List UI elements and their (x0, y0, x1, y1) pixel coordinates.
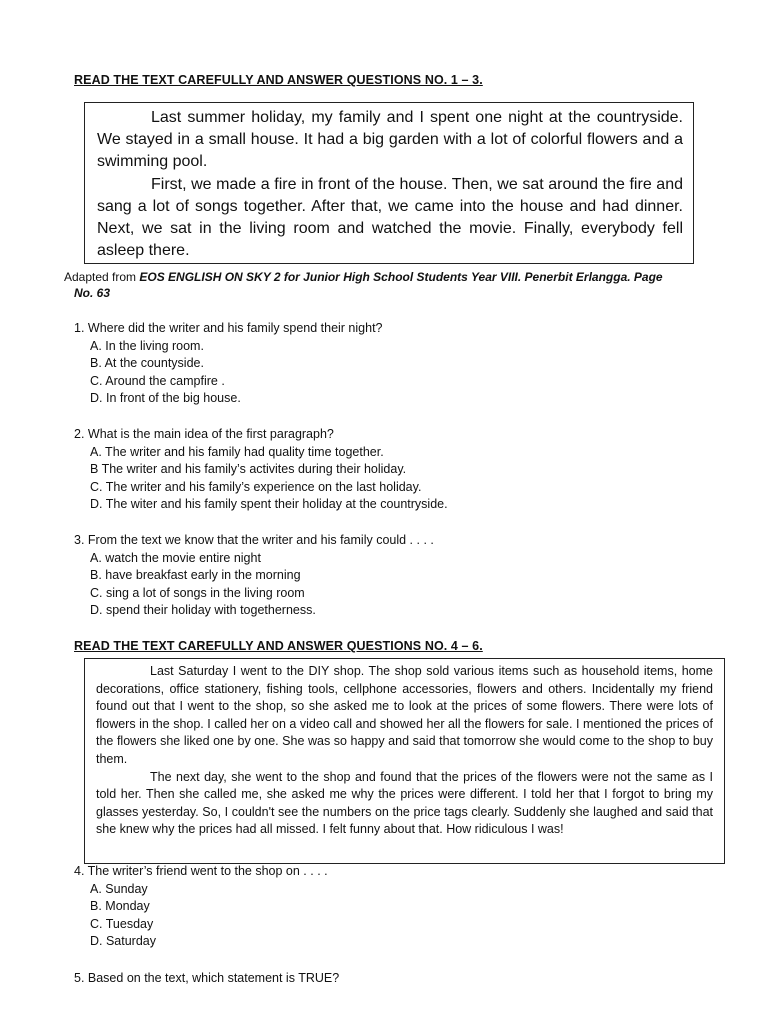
question-2-stem: 2. What is the main idea of the first paragraph? (74, 427, 334, 441)
text-2-paragraph-2: The next day, she went to the shop and found that the prices of the flowers were not the same as I told her. Then she called me, she asked me why the prices were different. I told her that I forgot to bring my glasses yesterday. So, I couldn't see the numbers on the price tags clearly. Suddenly she laughed and said that she knew why the prices had all missed. I felt funny about that. How ridiculous I was! (96, 769, 713, 837)
question-4-stem: 4. The writer’s friend went to the shop on . . . . (74, 864, 328, 878)
option-3c: C. sing a lot of songs in the living room (90, 585, 305, 600)
option-3d: D. spend their holiday with togetherness. (90, 603, 316, 618)
question-3-options (74, 550, 434, 620)
option-1d: D. In front of the big house. (90, 391, 241, 406)
source-reference: EOS ENGLISH ON SKY 2 for Junior High School Students Year VIII. Penerbit Erlangga. Page (139, 270, 663, 284)
option-4c: C. Tuesday (90, 916, 154, 931)
reading-text-box-1 (84, 102, 694, 264)
option-2b: B The writer and his family’s activites during their holiday. (90, 462, 407, 477)
source-prefix: Adapted from (64, 270, 140, 284)
option-1c: C. Around the campfire . (90, 373, 225, 388)
question-4-options (74, 881, 328, 951)
option-3a: A. watch the movie entire night (90, 550, 261, 565)
reading-text-box-2 (84, 658, 725, 864)
question-3-stem: 3. From the text we know that the writer and his family could . . . . (74, 533, 434, 547)
option-4a: A. Sunday (90, 881, 148, 896)
option-2d: D. The witer and his family spent their holiday at the countryside. (90, 497, 448, 512)
option-4b: B. Monday (90, 899, 150, 914)
question-5-stem: 5. Based on the text, which statement is TRUE? (74, 971, 340, 985)
text-1-paragraph-1: Last summer holiday, my family and I spent one night at the countryside. We stayed in a small house. It had a big garden with a lot of colorful flowers and a swimming pool. (97, 109, 683, 171)
option-1b: B. At the countyside. (90, 356, 204, 371)
text-1-paragraph-2: First, we made a fire in front of the house. Then, we sat around the fire and sang a lot of songs together. After that, we came into the house and had dinner. Next, we sat in the living room and watched the movie. Finally, everybody fell asleep there. (97, 175, 683, 260)
question-2 (74, 426, 448, 514)
source-page: No. 63 (74, 286, 111, 300)
source-citation (64, 269, 734, 301)
question-3 (74, 532, 434, 620)
option-2c: C. The writer and his family’s experience on the last holiday. (90, 479, 422, 494)
option-4d: D. Saturday (90, 934, 157, 949)
section-1-heading: READ THE TEXT CAREFULLY AND ANSWER QUESTIONS NO. 1 – 3. (74, 73, 483, 87)
option-1a: A. In the living room. (90, 338, 204, 353)
option-3b: B. have breakfast early in the morning (90, 568, 301, 583)
question-1 (74, 320, 383, 408)
section-2-heading: READ THE TEXT CAREFULLY AND ANSWER QUESTIONS NO. 4 – 6. (74, 639, 483, 653)
question-1-stem: 1. Where did the writer and his family spend their night? (74, 321, 383, 335)
question-2-options (74, 444, 448, 514)
question-1-options (74, 338, 383, 408)
text-2-paragraph-1: Last Saturday I went to the DIY shop. The shop sold various items such as household items, home decorations, office stationery, fishing tools, cellphone accessories, flowers and others. Incidentally my friend found out that I went to the shop, so she asked me to look at the prices of some flowers. There were lots of flowers in the shop. I called her on a video call and showed her all the flowers for sale. I mentioned the prices of the flowers she liked one by one. She was so happy and said that tomorrow she would come to the shop to buy them. (96, 664, 713, 766)
question-5 (74, 970, 339, 988)
option-2a: A. The writer and his family had quality time together. (90, 444, 384, 459)
question-4 (74, 863, 328, 951)
